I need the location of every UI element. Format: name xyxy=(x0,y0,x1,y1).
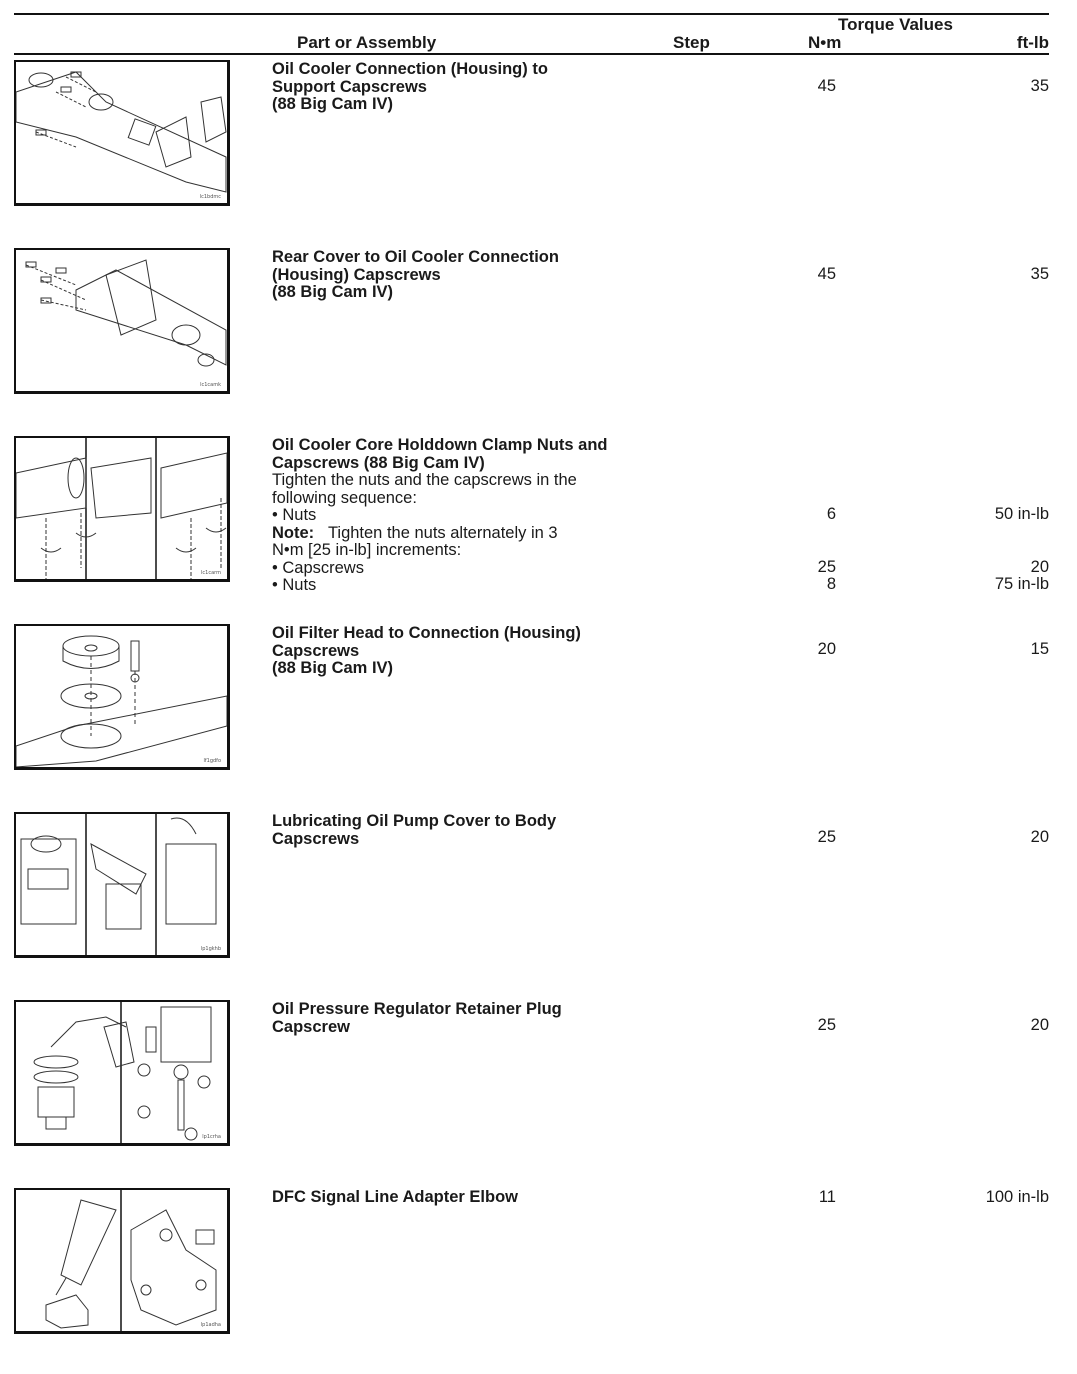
torque-nm-value: 25 xyxy=(817,828,836,846)
torque-nm-value: 25 xyxy=(817,1016,836,1034)
part-title-line: Oil Filter Head to Connection (Housing) xyxy=(272,624,581,642)
torque-ftlb-value: 20 xyxy=(1030,1016,1049,1034)
torque-ftlb-value: 20 xyxy=(1030,828,1049,846)
part-title-line: Capscrews xyxy=(272,641,360,660)
part-title-line: Lubricating Oil Pump Cover to Body xyxy=(272,812,557,830)
part-title-line: (88 Big Cam IV) xyxy=(272,659,394,677)
part-title-line: DFC Signal Line Adapter Elbow xyxy=(272,1188,518,1206)
instruction-text: following sequence: xyxy=(272,488,417,507)
column-header-ftlb: ft-lb xyxy=(1016,33,1049,52)
figure-caption: lc1carm xyxy=(201,570,221,576)
part-title-line: Oil Cooler Connection (Housing) to xyxy=(272,60,548,78)
torque-entry xyxy=(0,622,1077,810)
part-description xyxy=(272,1189,652,1207)
torque-ftlb-value: 35 xyxy=(1030,265,1049,283)
torque-nm-value: 8 xyxy=(826,575,836,593)
part-title-line: (88 Big Cam IV) xyxy=(272,95,394,113)
torque-entry xyxy=(0,810,1077,998)
torque-entry xyxy=(0,246,1077,434)
part-title-line: Capscrew xyxy=(272,1017,350,1036)
torque-ftlb-value: 35 xyxy=(1030,77,1049,95)
torque-entry xyxy=(0,58,1077,246)
column-header-step: Step xyxy=(673,33,710,52)
part-title-line: Oil Cooler Core Holddown Clamp Nuts and xyxy=(272,436,608,454)
torque-nm-value: 45 xyxy=(817,265,836,283)
figure-caption: lp1gkhb xyxy=(200,946,221,952)
part-description xyxy=(272,249,652,302)
torque-nm-value: 45 xyxy=(817,77,836,95)
torque-ftlb-value: 15 xyxy=(1030,640,1049,658)
header-rule xyxy=(14,53,1049,55)
figure-caption: lc1bdmc xyxy=(199,194,221,200)
exploded-view-illustration xyxy=(14,60,230,206)
torque-entry xyxy=(0,998,1077,1186)
sequence-item-capscrews: • Capscrews xyxy=(272,558,364,577)
torque-entry xyxy=(0,434,1077,622)
torque-ftlb-value: 20 xyxy=(1030,558,1049,576)
note-text: Tighten the nuts alternately in 3 xyxy=(327,523,558,542)
part-description xyxy=(272,813,652,848)
column-header-nm: N•m xyxy=(808,33,842,52)
clamp-sequence-illustration xyxy=(14,436,230,582)
note-label: Note: xyxy=(272,523,315,542)
sequence-item-nuts: • Nuts xyxy=(272,576,317,594)
part-description xyxy=(272,1001,652,1036)
torque-ftlb-value: 50 in-lb xyxy=(994,505,1049,523)
torque-values-heading: Torque Values xyxy=(838,15,953,34)
part-description xyxy=(272,61,652,114)
part-title-line: Capscrews (88 Big Cam IV) xyxy=(272,453,485,472)
torque-nm-value: 25 xyxy=(817,558,836,576)
oil-pump-illustration xyxy=(14,812,230,958)
figure-caption: lp1crha xyxy=(202,1134,221,1140)
part-title-line: Rear Cover to Oil Cooler Connection xyxy=(272,248,559,266)
regulator-plug-illustration xyxy=(14,1000,230,1146)
part-title-line: Oil Pressure Regulator Retainer Plug xyxy=(272,1000,562,1018)
torque-nm-value: 20 xyxy=(817,640,836,658)
torque-ftlb-value: 100 in-lb xyxy=(985,1188,1049,1206)
torque-ftlb-value: 75 in-lb xyxy=(994,575,1049,593)
part-title-line: Capscrews xyxy=(272,829,360,848)
torque-entry xyxy=(0,1186,1077,1374)
instruction-text: Tighten the nuts and the capscrews in the xyxy=(272,471,577,489)
part-title-line: (88 Big Cam IV) xyxy=(272,283,394,301)
figure-caption: lf1gdfo xyxy=(203,758,221,764)
note-text: N•m [25 in-lb] increments: xyxy=(272,541,462,559)
adapter-elbow-illustration xyxy=(14,1188,230,1334)
part-title-line: Support Capscrews xyxy=(272,77,427,96)
part-description xyxy=(272,437,652,595)
torque-nm-value: 11 xyxy=(818,1188,836,1206)
figure-caption: lp1adha xyxy=(200,1322,221,1328)
part-title-line: (Housing) Capscrews xyxy=(272,265,441,284)
figure-caption: lc1camk xyxy=(200,382,221,388)
exploded-view-illustration xyxy=(14,248,230,394)
sequence-item-nuts: • Nuts xyxy=(272,506,317,524)
note xyxy=(272,525,652,543)
part-description xyxy=(272,625,652,678)
filter-head-illustration xyxy=(14,624,230,770)
column-header-part: Part or Assembly xyxy=(297,33,437,52)
torque-nm-value: 6 xyxy=(826,505,836,523)
